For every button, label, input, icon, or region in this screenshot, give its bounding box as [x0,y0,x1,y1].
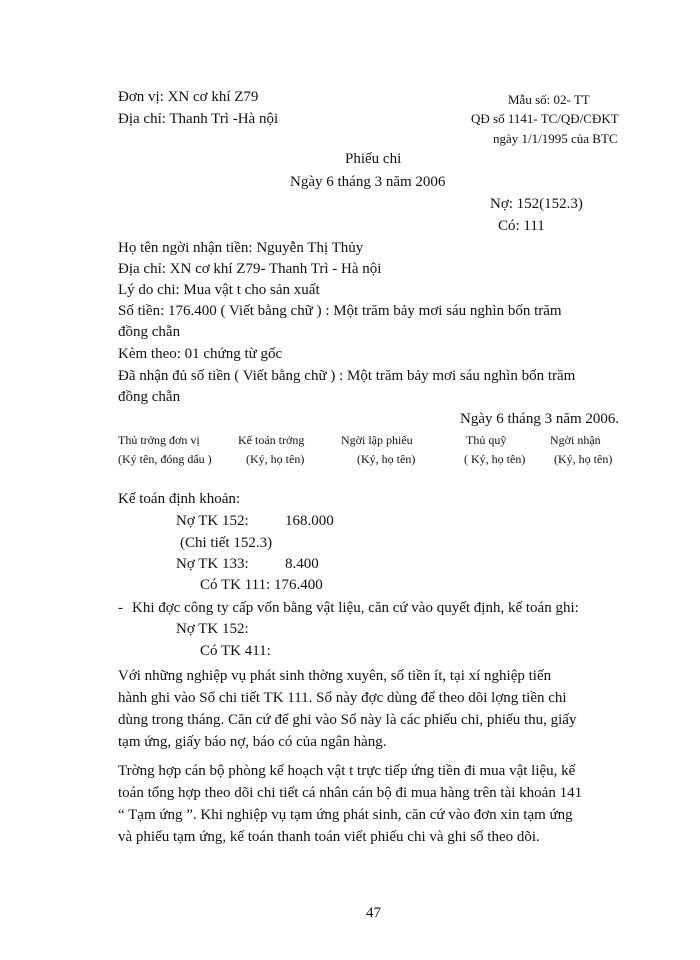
paragraph-cash-ledger [118,665,634,753]
bullet-dash: - [118,600,123,616]
voucher-title: Phiếu chi [345,151,402,167]
receiver-address: Địa chỉ: XN cơ khí Z79- Thanh Trì - Hà nội [118,261,382,277]
paragraph-line: hành ghi vào Sổ chi tiết TK 111. Sổ này đợc dùng để theo dõi lợng tiền chi [118,690,567,706]
signature-note: (Ký, họ tên) [246,452,305,466]
page-number: 47 [366,905,381,921]
paragraph-line: Với những nghiệp vụ phát sinh thờng xuyên, số tiền ít, tại xí nghiệp tiến [118,668,552,684]
paragraph-line: và phiếu tạm ứng, kế toán thanh toán viết phiếu chi và ghi sổ theo dõi. [118,829,540,845]
voucher-debit: Nợ: 152(152.3) [490,196,583,212]
entry-debit-152-amount: 168.000 [285,513,334,529]
paragraph-line: Trờng hợp cán bộ phòng kế hoạch vật t trực tiếp ứng tiền đi mua vật liệu, kế [118,763,576,779]
signature-role: Thủ quỹ [466,433,507,447]
received-line-1: Đã nhận đủ số tiền ( Viết bằng chữ ) : Một trăm bảy mơi sáu nghìn bốn trăm [118,368,576,384]
payment-reason: Lý do chi: Mua vật t cho sản xuất [118,282,320,298]
sign-date: Ngày 6 tháng 3 năm 2006. [460,411,620,427]
paragraph-line: tạm ứng, giấy báo nợ, báo có của ngân hàng. [118,734,387,750]
capital-note: Khi đợc công ty cấp vốn bằng vật liệu, căn cứ vào quyết định, kế toán ghi: [132,600,579,616]
entry-debit-152-label: Nợ TK 152: [176,513,249,529]
unit-name: Đơn vị: XN cơ khí Z79 [118,89,259,105]
voucher-date: Ngày 6 tháng 3 năm 2006 [290,174,446,190]
entry2-credit-411: Có TK 411: [200,643,271,659]
unit-address: Địa chỉ: Thanh Trì -Hà nội [118,111,279,127]
signature-role: Thủ trởng đơn vị [118,433,200,447]
amount-line-2: đồng chẵn [118,324,181,340]
amount-line-1: Số tiền: 176.400 ( Viết bằng chữ ) : Một trăm bảy mơi sáu nghìn bốn trăm [118,303,562,319]
form-decision: QĐ số 1141- TC/QĐ/CĐKT [471,111,619,126]
form-number: Mẫu số: 02- TT [508,92,590,107]
form-decision-date: ngày 1/1/1995 của BTC [493,131,618,146]
signature-role: Ngời nhận [550,433,601,447]
signature-note: (Ký, họ tên) [357,452,416,466]
signature-role: Ngời lập phiếu [341,433,413,447]
receiver-name: Họ tên ngời nhận tiền: Nguyễn Thị Thủy [118,240,364,256]
entry2-debit-152: Nợ TK 152: [176,621,249,637]
entry-debit-133-label: Nợ TK 133: [176,556,249,572]
paragraph-advance [118,760,634,848]
signature-note: ( Ký, họ tên) [464,452,526,466]
paragraph-line: dùng trong tháng. Căn cứ để ghi vào Sổ này là các phiếu chi, phiếu thu, giấy [118,712,577,728]
paragraph-line: “ Tạm ứng ”. Khi nghiệp vụ tạm ứng phát sinh, căn cứ vào đơn xin tạm ứng [118,807,573,823]
received-line-2: đồng chẵn [118,389,181,405]
entries-heading: Kế toán định khoản: [118,491,241,507]
entry-debit-133-amount: 8.400 [285,556,319,572]
signature-note: (Ký tên, đóng dấu ) [118,452,212,466]
attached-docs: Kèm theo: 01 chứng từ gốc [118,346,283,362]
voucher-credit: Có: 111 [498,218,545,234]
paragraph-line: toán tổng hợp theo dõi chi tiết cá nhân cán bộ đi mua hàng trên tài khoản 141 [118,785,583,801]
entry-detail: (Chi tiết 152.3) [180,535,273,551]
signature-role: Kế toán trởng [238,433,305,447]
entry-credit-111: Có TK 111: 176.400 [200,577,323,593]
signature-note: (Ký, họ tên) [554,452,613,466]
